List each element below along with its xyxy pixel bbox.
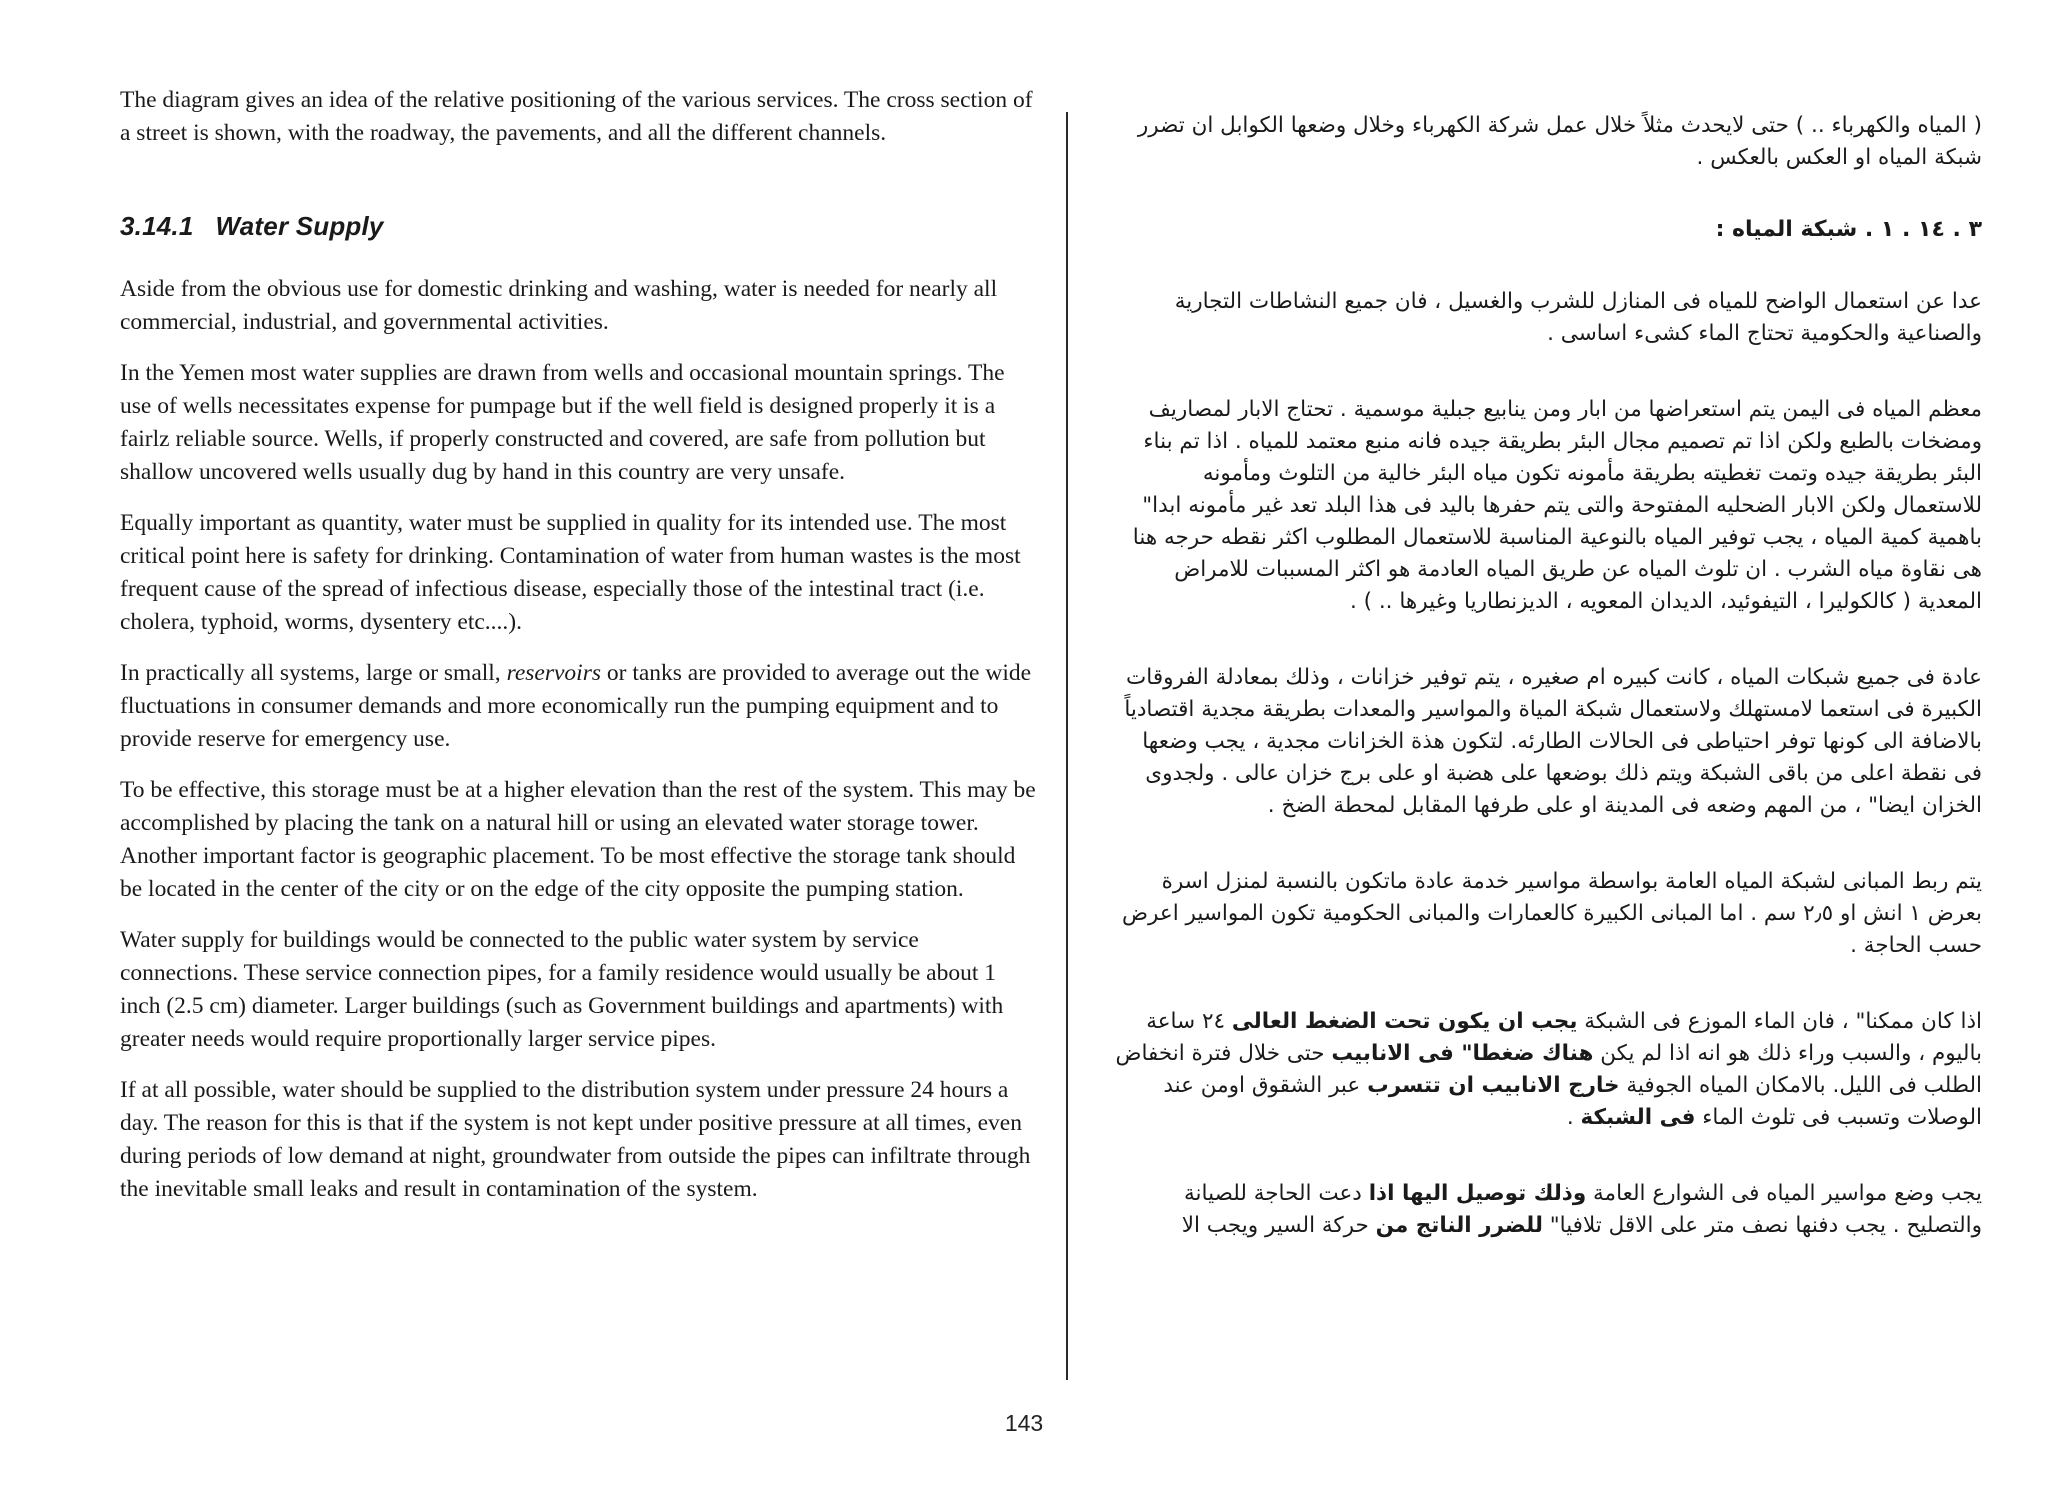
page-number: 143 xyxy=(1004,1410,1044,1436)
section-heading xyxy=(120,210,1040,243)
english-paragraph-5: To be effective, this storage must be at a higher elevation than the rest of the system. This may be accomplished by placing the tank on a natural hill or using an elevated water storage tower. Another important factor is geographic placement. To be most effective the storage tank should be located in the center of the city or on the edge of the city opposite the pumping station. xyxy=(120,777,1036,902)
arabic-section-heading: ٣ . ١٤ . ١ . شبكة المياه : xyxy=(1715,217,1982,242)
arabic-paragraph-6 xyxy=(1110,1178,1982,1242)
arabic-p5-text-g: عبر الشقوق اومن عند الوصلات وتسبب فى تلوث الماء xyxy=(1163,1073,1982,1130)
english-column xyxy=(120,84,1040,1224)
section-title: Water Supply xyxy=(215,211,384,241)
arabic-p6-text-c: دعت الحاجة للصيانة والتصليح . يجب دفنها نصف متر على الاقل تلافيا" xyxy=(1184,1181,1982,1238)
arabic-p5-bold-d: هناك ضغطا" فى الانابيب xyxy=(1331,1041,1594,1066)
english-paragraph-3: Equally important as quantity, water must be supplied in quality for its intended use. The most critical point here is safety for drinking. Contamination of water from human wastes is the most frequent cause of the spread of infectious disease, especially those of the intestinal tract (i.e. cholera, typhoid, worms, dysentery etc....). xyxy=(120,510,1021,635)
arabic-p5-bold-f: خارج الانابيب ان تتسرب xyxy=(1367,1073,1620,1098)
arabic-p6-bold-d: للضرر الناتج من xyxy=(1375,1213,1543,1238)
reservoirs-term: reservoirs xyxy=(506,660,601,686)
arabic-p5-text-i: . xyxy=(1566,1105,1581,1130)
english-paragraph-7: If at all possible, water should be supplied to the distribution system under pressure 24 hours a day. The reason for this is that if the system is not kept under positive pressure at all times, even during periods of low demand at night, groundwater from outside the pipes can infiltrate through the inevitable small leaks and result in contamination of the system. xyxy=(120,1077,1031,1202)
arabic-p5-text-a: اذا كان ممكنا" ، فان الماء الموزع فى الشبكة xyxy=(1577,1009,1982,1034)
arabic-p6-bold-b: وذلك توصيل اليها اذا xyxy=(1368,1181,1587,1206)
arabic-column xyxy=(1110,110,1982,1286)
arabic-p5-bold-h: فى الشبكة xyxy=(1580,1105,1696,1130)
english-paragraph-4-end: or tanks are provided to average out the wide fluctuations in consumer demands and more economically run the pumping equipment and to provide reserve for emergency use. xyxy=(120,660,1032,752)
column-divider xyxy=(1066,112,1068,1380)
arabic-intro-paragraph: ( المياه والكهرباء .. ) حتى لايحدث مثلاً خلال عمل شركة الكهرباء وخلال وضعها الكوابل ان تضرر شبكة المياه او العكس بالعكس . xyxy=(1137,113,1982,170)
arabic-p6-text-e: حركة السير ويجب الا xyxy=(1181,1213,1376,1238)
english-paragraph-1: Aside from the obvious use for domestic drinking and washing, water is needed for nearly all commercial, industrial, and governmental activities. xyxy=(120,276,998,335)
arabic-paragraph-4: يتم ربط المبانى لشبكة المياه العامة بواسطة مواسير خدمة عادة ماتكون بالنسبة لمنزل اسرة بعرض ١ انش او ٢٫٥ سم . اما المبانى الكبيرة كالعمارات والمبانى الحكومية تكون المواسير اعرض حسب الحاجة . xyxy=(1122,869,1982,958)
arabic-paragraph-2: معظم المياه فى اليمن يتم استعراضها من ابار ومن ينابيع جبلية موسمية . تحتاج الابار لمصاريف ومضخات بالطبع ولكن اذا تم تصميم مجال البئر بطريقة جيده فانه منبع معتمد للمياه . اذا تم بناء البئر بطريقة جيده وتمت تغطيته بطريقة مأمونه تكون مياه البئر خالية من التلوث ومأمونه للاستعمال ولكن الابار الضحليه المفتوحة والتى يتم حفرها باليد فى هذا البلد تعد غير مأمونه ابدا" باهمية كمية المياه ، يجب توفير المياه بالنوعية المناسبة للاستعمال المطلوب اكثر نقطه حرجه هنا هى نقاوة مياه الشرب . ان تلوث المياه عن طريق المياه العادمة هو اكثر المسببات للامراض المعدية ( كالكوليرا ، التيفوئيد، الديدان المعويه ، الديزنطاريا وغيرها .. ) . xyxy=(1132,397,1982,614)
english-paragraph-6: Water supply for buildings would be connected to the public water system by service connections. These service connection pipes, for a family residence would usually be about 1 inch (2.5 cm) diameter. Larger buildings (such as Government buildings and apartments) with greater needs would require proportionally larger service pipes. xyxy=(120,927,1004,1052)
arabic-p5-text-e: حتى خلال فترة انخفاض الطلب فى الليل. بالامكان المياه الجوفية xyxy=(1115,1041,1982,1098)
arabic-paragraph-5 xyxy=(1110,1006,1982,1134)
section-number: 3.14.1 xyxy=(120,211,194,241)
english-intro-paragraph: The diagram gives an idea of the relative positioning of the various services. The cross section of a street is shown, with the roadway, the pavements, and all the different channels. xyxy=(120,87,1033,146)
english-paragraph-4-start: In practically all systems, large or small, xyxy=(120,660,507,686)
arabic-paragraph-3: عادة فى جميع شبكات المياه ، كانت كبيره ام صغيره ، يتم توفير خزانات ، وذلك بمعادلة الفروقات الكبيرة فى استعما لامستهلك ولاستعمال شبكة المياة والمواسير والمعدات بطريقة مجدية اقتصادياً بالاضافة الى كونها توفر احتياطى فى الحالات الطارئه. لتكون هذة الخزانات مجدية ، يجب وضعها فى نقطة اعلى من باقى الشبكة ويتم ذلك بوضعها على هضبة او على برج خزان عالى . ولجدوى الخزان ايضا" ، من المهم وضعه فى المدينة او على طرفها المقابل لمحطة الضخ . xyxy=(1124,665,1982,818)
arabic-p6-text-a: يجب وضع مواسير المياه فى الشوارع العامة xyxy=(1586,1181,1982,1206)
arabic-p5-text-c: ٢٤ ساعة باليوم ، والسبب وراء ذلك هو انه اذا لم يكن xyxy=(1146,1009,1982,1066)
english-paragraph-4 xyxy=(120,657,1040,756)
english-paragraph-2: In the Yemen most water supplies are drawn from wells and occasional mountain springs. The use of wells necessitates expense for pumpage but if the well field is designed properly it is a fairlz reliable source. Wells, if properly constructed and covered, are safe from pollution but shallow uncovered wells usually dug by hand in this country are very unsafe. xyxy=(120,360,1005,485)
arabic-paragraph-1: عدا عن استعمال الواضح للمياه فى المنازل للشرب والغسيل ، فان جميع النشاطات التجارية والصناعية والحكومية تحتاج الماء كشىء اساسى . xyxy=(1174,289,1982,346)
arabic-p5-bold-b: يجب ان يكون تحت الضغط العالى xyxy=(1231,1009,1578,1034)
